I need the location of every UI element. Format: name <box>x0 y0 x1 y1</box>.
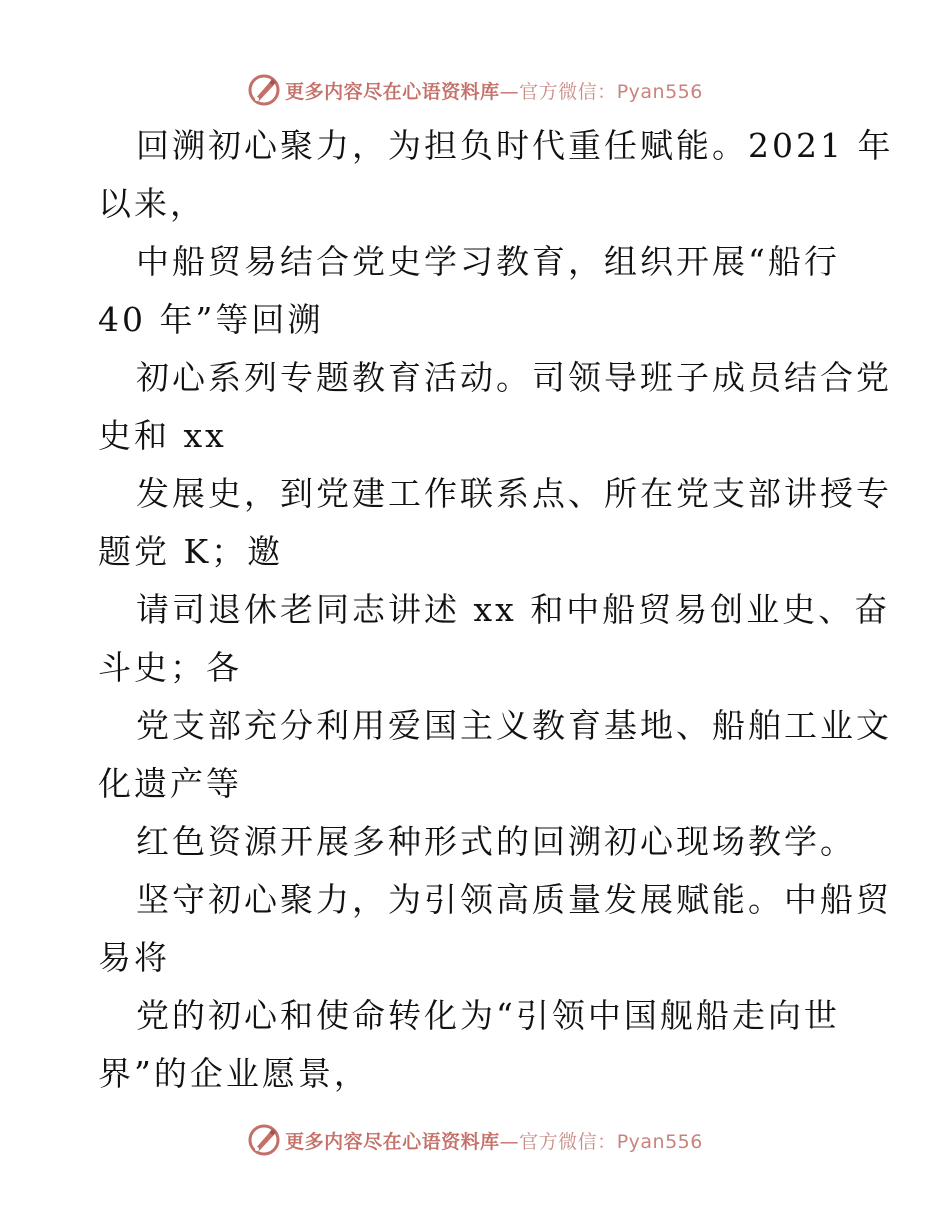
text-line: 界”的企业愿景， <box>98 1054 370 1093</box>
text-line: 化遗产等 <box>98 764 242 803</box>
text-line: 以来， <box>98 184 206 223</box>
text-line: 中船贸易结合党史学习教育，组织开展“船行 <box>136 242 840 281</box>
watermark-text <box>285 1127 703 1154</box>
text-line: 斗史；各 <box>98 648 242 687</box>
document-body <box>98 117 894 1103</box>
text-line: 党支部充分利用爱国主义教育基地、船舶工业文 <box>136 706 892 745</box>
watermark-separator: — <box>499 80 520 103</box>
header-watermark <box>0 70 950 110</box>
text-line: 发展史，到党建工作联系点、所在党支部讲授专 <box>136 474 892 513</box>
watermark-account: Pyan556 <box>616 1130 703 1153</box>
text-line: 易将 <box>98 938 170 977</box>
text-line: 40 年”等回溯 <box>98 300 324 339</box>
watermark-account: Pyan556 <box>616 80 703 103</box>
watermark-label: 官方微信： <box>519 1130 617 1153</box>
footer-watermark <box>0 1120 950 1160</box>
text-line: 初心系列专题教育活动。司领导班子成员结合党 <box>136 358 892 397</box>
watermark-brand: 更多内容尽在心语资料库 <box>285 80 500 103</box>
pen-logo-icon <box>247 73 281 107</box>
text-line: 回溯初心聚力，为担负时代重任赋能。2021 年 <box>136 126 894 165</box>
text-line: 史和 xx <box>98 416 227 455</box>
text-line: 坚守初心聚力，为引领高质量发展赋能。中船贸 <box>136 880 892 919</box>
watermark-separator: — <box>499 1130 520 1153</box>
watermark-brand: 更多内容尽在心语资料库 <box>285 1130 500 1153</box>
text-line: 题党 K；邀 <box>98 532 284 571</box>
pen-logo-icon <box>247 1123 281 1157</box>
text-line: 请司退休老同志讲述 xx 和中船贸易创业史、奋 <box>136 590 891 629</box>
watermark-text <box>285 77 703 104</box>
watermark-label: 官方微信： <box>519 80 617 103</box>
text-line: 红色资源开展多种形式的回溯初心现场教学。 <box>136 822 856 861</box>
text-line: 党的初心和使命转化为“引领中国舰船走向世 <box>136 996 840 1035</box>
